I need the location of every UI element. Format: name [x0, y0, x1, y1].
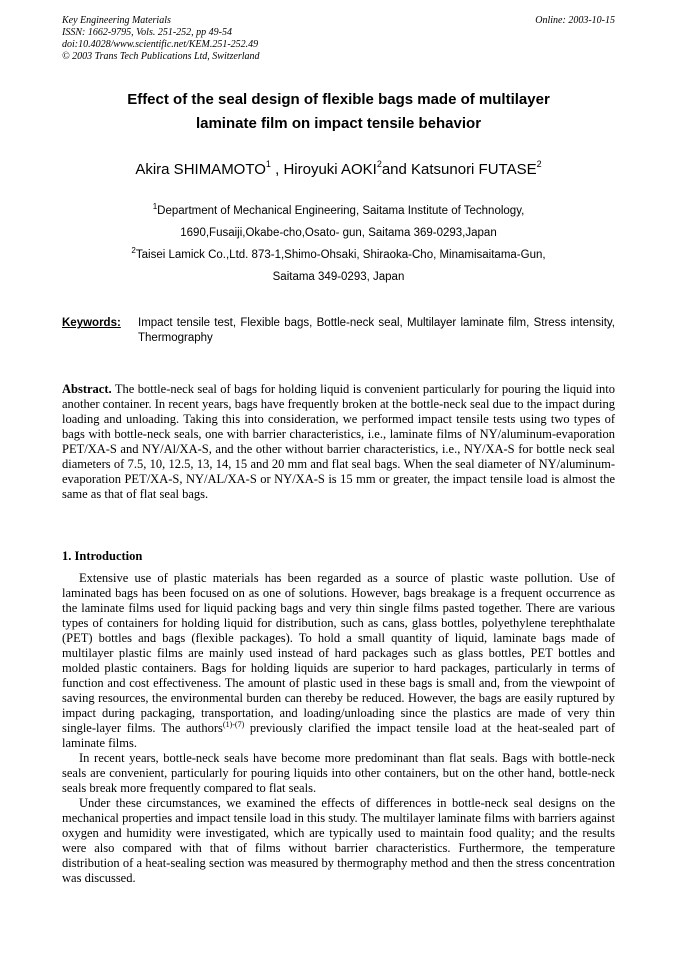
affiliation-1-address: 1690,Fusaiji,Okabe-cho,Osato- gun, Saitama 369-0293,Japan: [180, 227, 497, 239]
issn-line: ISSN: 1662-9795, Vols. 251-252, pp 49-54: [62, 27, 232, 38]
affiliation-1-marker: 1: [152, 202, 158, 211]
copyright-line: © 2003 Trans Tech Publications Ltd, Switzerland: [62, 51, 260, 62]
abstract-text: The bottle-neck seal of bags for holding liquid is convenient particularly for pouring the liquid into another container. In recent years, bags have frequently broken at the bottle-neck seal due to the impact during loading and unloading. Taking this into consideration, we performed impact tensile tests using two types of bags with bottle-neck seals, one with barrier characteristics, i.e., laminate films of NY/aluminum-evaporation PET/XA-S and NY/Al/XA-S, and the other without barrier characteristics, i.e., NY/XA-S for bottle neck seal diameters of 7.5, 10, 12.5, 13, 14, 15 and 20 mm and flat seal bags. When the seal diameter of NY/aluminum- evaporation PET/XA-S, NY/AL/XA-S or NY/XA-S is 15 mm or greater, the impact tensile load is almost the same as that of flat seal bags.: [62, 382, 615, 501]
author-2: , Hiroyuki AOKI: [270, 161, 377, 178]
affiliations: [62, 200, 615, 288]
affiliation-2-text: Taisei Lamick Co.,Ltd. 873-1,Shimo-Ohsaki, Shiraoka-Cho, Minamisaitama-Gun,: [135, 249, 546, 261]
journal-name: Key Engineering Materials: [62, 15, 171, 26]
author-1-affil: 1: [265, 159, 271, 169]
journal-header: [62, 15, 260, 63]
affiliation-2-address: Saitama 349-0293, Japan: [272, 271, 405, 283]
abstract: [62, 382, 615, 502]
author-2-affil: 2: [376, 159, 382, 169]
author-3-affil: 2: [536, 159, 542, 169]
affiliation-1: [62, 200, 615, 222]
keywords-text: Impact tensile test, Flexible bags, Bottle-neck seal, Multilayer laminate film, Stress intensity, Thermography: [138, 317, 615, 344]
keywords-label-wrap: [62, 316, 138, 346]
title-line-1: Effect of the seal design of flexible bags made of multilayer: [127, 91, 550, 108]
author-list: [62, 160, 615, 180]
citation-ref[interactable]: (1)-(7): [222, 720, 245, 729]
author-3: and Katsunori FUTASE: [381, 161, 537, 178]
online-date: Online: 2003-10-15: [535, 15, 615, 26]
author-1: Akira SHIMAMOTO: [135, 161, 266, 178]
affiliation-2: [62, 244, 615, 266]
introduction-body: [62, 571, 615, 886]
section-heading-introduction: 1. Introduction: [62, 549, 143, 563]
intro-paragraph-2: In recent years, bottle-neck seals have become more predominant than flat seals. Bags with bottle-neck seals are convenient, particularly for pouring liquids into other containers, but on the other hand, bottle-neck seals break more frequently compared to flat seals.: [62, 751, 615, 795]
affiliation-1-text: Department of Mechanical Engineering, Saitama Institute of Technology,: [157, 205, 525, 217]
intro-p1-text-end: previously clarified the impact tensile load at the heat-sealed part of laminate films.: [62, 721, 615, 750]
keywords-colon: :: [116, 317, 121, 329]
abstract-label: Abstract.: [62, 382, 112, 396]
doi-line[interactable]: doi:10.4028/www.scientific.net/KEM.251-252.49: [62, 39, 259, 50]
paper-title: [62, 88, 615, 136]
intro-paragraph-1: [62, 571, 615, 751]
keywords-label: Keywords: [62, 317, 117, 329]
affiliation-2-marker: 2: [131, 246, 136, 255]
title-line-2: laminate film on impact tensile behavior: [195, 115, 482, 132]
keywords-block: [62, 316, 615, 346]
abstract-paragraph: [62, 382, 615, 502]
intro-p1-text: Extensive use of plastic materials has been regarded as a source of plastic waste pollution. Use of laminated bags has been focused on as one of solutions. However, bags breakage is a frequent occurrence as the laminate films used for liquid packing bags and very thin single films pasted together. There are various types of containers for holding liquid for distribution, such as cans, glass bottles, polyethylene terephthalate (PET) bottles and bags (flexible packages). To hold a small quantity of liquid, laminate bags made of multilayer plastic films are mainly used instead of hard packages such as glass bottles, PET bottles and molded plastic containers. Bags for holding liquids are superior to hard packages, particularly in terms of function and cost effectiveness. The amount of plastic used in these bags is small and, from the viewpoint of saving resources, the environmental burden can thereby be reduced. However, the bags are easily ruptured by impact during packaging, transportation, and loading/unloading since the plastics are made of very thin single-layer films. The authors: [62, 571, 615, 735]
intro-paragraph-3: Under these circumstances, we examined the effects of differences in bottle-neck seal designs on the mechanical properties and impact tensile load in this study. The multilayer laminate films with barriers against oxygen and humidity were investigated, which are typically used to maintain food quality; and the results were also compared with that of films without barrier characteristics. Furthermore, the temperature distribution of a heat-sealing section was measured by thermography method and then the stress concentration was discussed.: [62, 796, 615, 885]
